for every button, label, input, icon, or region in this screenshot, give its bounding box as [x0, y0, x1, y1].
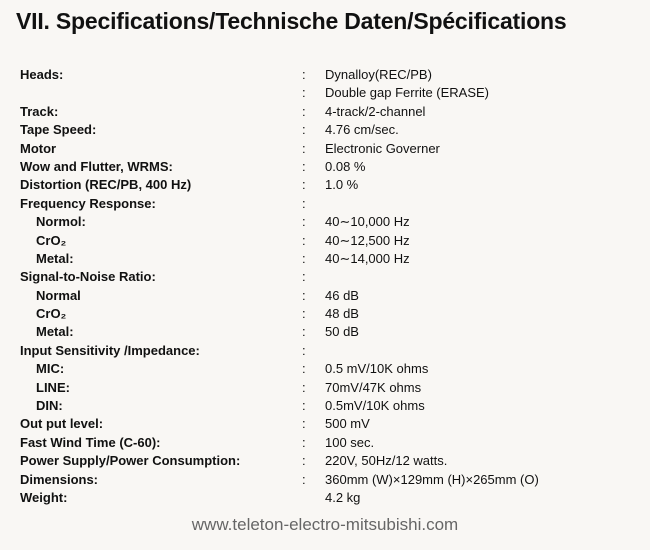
spec-label: Wow and Flutter, WRMS:	[20, 158, 173, 174]
spec-label: Dimensions:	[20, 471, 99, 487]
spec-label: CrO₂	[36, 306, 67, 322]
spec-value: 1.0 %	[325, 177, 359, 193]
spec-separator: :	[302, 177, 306, 193]
spec-label: Motor	[20, 140, 57, 156]
spec-separator: :	[302, 122, 306, 138]
spec-label: Out put level:	[20, 416, 104, 432]
spec-label: DIN:	[36, 398, 63, 414]
spec-value: Electronic Governer	[325, 140, 440, 156]
spec-separator: :	[302, 471, 306, 487]
spec-label: Power Supply/Power Consumption:	[20, 453, 241, 469]
spec-row	[20, 158, 630, 176]
spec-label: Heads:	[20, 67, 64, 82]
spec-separator: :	[302, 140, 306, 156]
spec-row	[20, 379, 630, 397]
spec-row	[20, 305, 630, 323]
spec-row	[20, 213, 630, 231]
spec-value: 50 dB	[325, 324, 359, 340]
spec-row	[20, 140, 630, 158]
spec-row	[20, 121, 630, 139]
spec-separator: :	[302, 158, 306, 174]
spec-value: 4-track/2-channel	[325, 103, 426, 119]
spec-label: Normal	[36, 287, 81, 303]
spec-label: Input Sensitivity /Impedance:	[20, 342, 200, 358]
spec-separator: :	[302, 453, 306, 469]
page-title: VII. Specifications/Technische Daten/Spécifications	[16, 8, 567, 34]
spec-row	[20, 415, 630, 433]
spec-label: Signal-to-Noise Ratio:	[20, 269, 156, 285]
spec-row	[20, 250, 630, 268]
spec-separator: :	[302, 195, 306, 211]
spec-label: Normol:	[36, 214, 86, 230]
spec-value: 0.08 %	[325, 158, 366, 174]
spec-value: 70mV/47K ohms	[325, 379, 422, 395]
spec-value: 0.5mV/10K ohms	[325, 398, 425, 414]
spec-separator: :	[302, 342, 306, 358]
spec-separator: :	[302, 269, 306, 285]
spec-separator: :	[302, 306, 306, 322]
watermark-url: www.teleton-electro-mitsubishi.com	[191, 515, 459, 534]
spec-value: 220V, 50Hz/12 watts.	[325, 453, 448, 469]
spec-row	[20, 84, 630, 102]
specifications-table	[20, 66, 630, 507]
spec-value: Dynalloy(REC/PB)	[325, 67, 432, 82]
spec-label: Track:	[20, 103, 59, 119]
spec-row	[20, 103, 630, 121]
spec-separator: :	[302, 287, 306, 303]
spec-separator: :	[302, 214, 306, 230]
spec-row	[20, 342, 630, 360]
spec-separator: :	[302, 379, 306, 395]
spec-separator: :	[302, 324, 306, 340]
spec-value: 40∼10,000 Hz	[325, 214, 410, 230]
spec-label: Distortion (REC/PB, 400 Hz)	[20, 177, 192, 193]
spec-label: Weight:	[20, 489, 68, 505]
spec-separator: :	[302, 434, 306, 450]
spec-row	[20, 66, 630, 84]
spec-value: 4.2 kg	[325, 489, 361, 505]
spec-label: Metal:	[36, 324, 74, 340]
spec-row	[20, 232, 630, 250]
spec-label: Tape Speed:	[20, 122, 97, 138]
spec-value: 100 sec.	[325, 434, 375, 450]
spec-separator: :	[302, 85, 306, 101]
spec-separator: :	[302, 250, 306, 266]
spec-label: CrO₂	[36, 232, 67, 248]
spec-value: 40∼14,000 Hz	[325, 250, 410, 266]
spec-label: Metal:	[36, 250, 74, 266]
spec-value: 4.76 cm/sec.	[325, 122, 399, 138]
spec-row	[20, 434, 630, 452]
spec-row	[20, 360, 630, 378]
spec-row	[20, 268, 630, 286]
spec-label: Fast Wind Time (C-60):	[20, 434, 161, 450]
spec-row	[20, 471, 630, 489]
spec-value: 0.5 mV/10K ohms	[325, 361, 429, 377]
spec-row	[20, 452, 630, 470]
spec-value: 360mm (W)×129mm (H)×265mm (O)	[325, 471, 539, 487]
spec-label: LINE:	[36, 379, 70, 395]
spec-row	[20, 489, 630, 507]
spec-separator: :	[302, 361, 306, 377]
spec-separator: :	[302, 398, 306, 414]
spec-row	[20, 176, 630, 194]
spec-separator: :	[302, 232, 306, 248]
spec-label: MIC:	[36, 361, 65, 377]
spec-row	[20, 195, 630, 213]
spec-separator: :	[302, 416, 306, 432]
spec-value: 48 dB	[325, 306, 359, 322]
spec-row	[20, 287, 630, 305]
spec-value: Double gap Ferrite (ERASE)	[325, 85, 490, 101]
spec-value: 500 mV	[325, 416, 370, 432]
spec-label: Frequency Response:	[20, 195, 156, 211]
spec-value: 40∼12,500 Hz	[325, 232, 410, 248]
spec-row	[20, 323, 630, 341]
spec-value: 46 dB	[325, 287, 359, 303]
spec-row	[20, 397, 630, 415]
spec-separator: :	[302, 103, 306, 119]
spec-separator: :	[302, 67, 306, 82]
